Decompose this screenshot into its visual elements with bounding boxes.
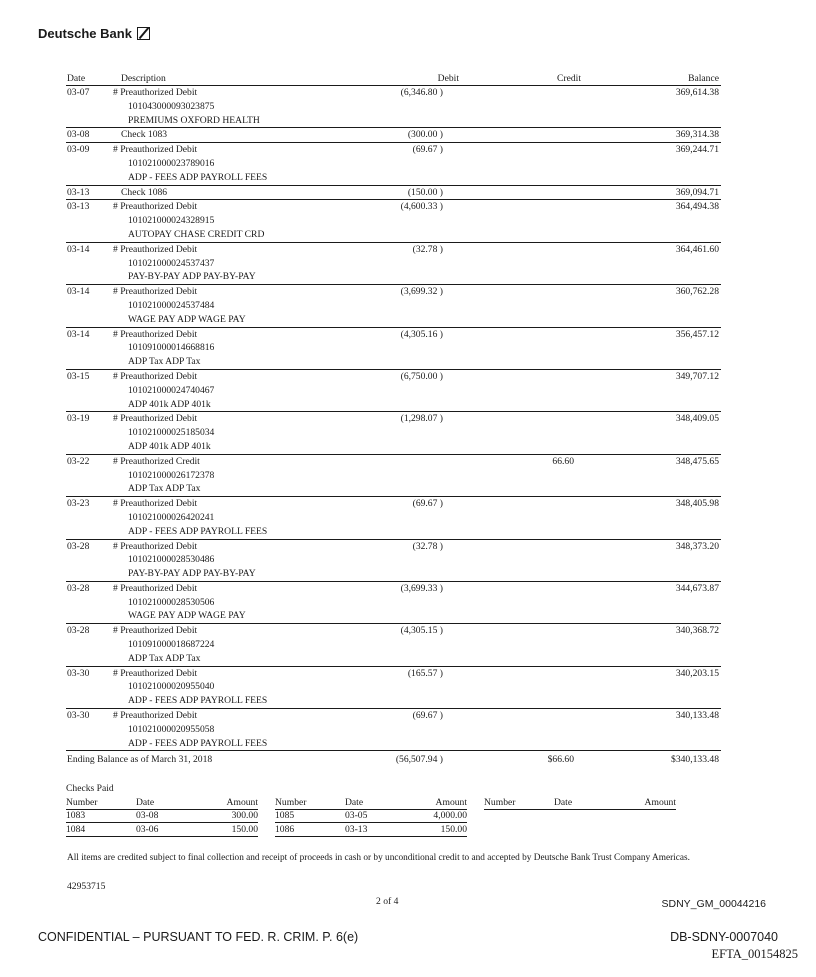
- transaction-detail-line: [66, 257, 721, 271]
- checks-header-amount: Amount: [644, 797, 676, 808]
- transaction-detail-line: [66, 355, 721, 369]
- checks-paid-title: Checks Paid: [66, 783, 114, 794]
- transaction-balance: 340,368.72: [675, 625, 719, 637]
- transaction-date: 03-15: [67, 370, 90, 382]
- transaction-description: # Preauthorized Debit: [113, 498, 198, 510]
- col-balance: Balance: [688, 73, 719, 84]
- transaction-row: [66, 200, 721, 242]
- check-number: 1083: [66, 810, 86, 821]
- transaction-row: [66, 186, 721, 201]
- transaction-row: [66, 243, 721, 285]
- ending-credit: $66.60: [547, 754, 574, 766]
- transaction-reference: 101021000026420241: [128, 511, 215, 523]
- transaction-main-line: [66, 412, 721, 426]
- ledger-header: [66, 73, 721, 86]
- transaction-debit: (300.00 ): [407, 129, 443, 141]
- transaction-detail-line: [66, 482, 721, 496]
- checks-group: [275, 797, 467, 837]
- transaction-main-line: [66, 582, 721, 596]
- transaction-reference: 101021000024537437: [128, 257, 215, 269]
- transaction-description: # Preauthorized Debit: [113, 625, 198, 637]
- transaction-detail-line: [66, 440, 721, 454]
- transaction-debit: (69.67 ): [412, 144, 443, 156]
- transaction-reference: 101021000023789016: [128, 157, 215, 169]
- transaction-balance: 344,673.87: [675, 582, 719, 594]
- transaction-payee: ADP 401k ADP 401k: [128, 398, 211, 410]
- col-description: Description: [121, 73, 166, 84]
- transaction-date: 03-07: [67, 87, 90, 98]
- check-row: [275, 824, 467, 837]
- checks-header-amount: Amount: [226, 797, 258, 808]
- transaction-main-line: [66, 624, 721, 638]
- transaction-balance: 369,314.38: [675, 129, 719, 141]
- transaction-description: # Preauthorized Debit: [113, 370, 198, 382]
- transaction-balance: 356,457.12: [675, 328, 719, 340]
- transaction-ledger: [66, 73, 721, 767]
- ending-balance-row: [66, 753, 721, 767]
- transaction-balance: 364,461.60: [675, 243, 719, 255]
- transaction-debit: (165.57 ): [407, 667, 443, 679]
- transaction-payee: PREMIUMS OXFORD HEALTH: [128, 114, 260, 126]
- transaction-balance: 369,094.71: [675, 186, 719, 198]
- transaction-date: 03-30: [67, 710, 90, 722]
- transaction-detail-line: [66, 426, 721, 440]
- transaction-description: # Preauthorized Debit: [113, 667, 198, 679]
- transaction-detail-line: [66, 469, 721, 483]
- transaction-detail-line: [66, 525, 721, 539]
- checks-header-number: Number: [275, 797, 307, 808]
- transaction-detail-line: [66, 609, 721, 623]
- transaction-debit: (4,600.33 ): [400, 201, 443, 213]
- transaction-detail-line: [66, 652, 721, 666]
- transaction-debit: (4,305.15 ): [400, 625, 443, 637]
- transaction-main-line: [66, 667, 721, 681]
- transaction-reference: 101021000025185034: [128, 427, 215, 439]
- transaction-balance: 360,762.28: [675, 286, 719, 298]
- transaction-date: 03-28: [67, 625, 90, 637]
- transaction-balance: 369,244.71: [675, 144, 719, 156]
- transaction-detail-line: [66, 299, 721, 313]
- check-amount: 150.00: [440, 824, 467, 835]
- transaction-detail-line: [66, 228, 721, 242]
- transaction-date: 03-14: [67, 286, 90, 298]
- checks-group: [484, 797, 676, 810]
- transaction-detail-line: [66, 398, 721, 412]
- transaction-balance: 349,707.12: [675, 370, 719, 382]
- transaction-debit: (69.67 ): [412, 710, 443, 722]
- transaction-balance: 348,475.65: [675, 455, 719, 467]
- transaction-reference: 101091000018687224: [128, 639, 215, 651]
- transaction-reference: 101021000020955040: [128, 681, 215, 693]
- transaction-detail-line: [66, 214, 721, 228]
- checks-header-number: Number: [66, 797, 98, 808]
- check-date: 03-06: [136, 824, 159, 835]
- transaction-detail-line: [66, 737, 721, 751]
- transaction-description: # Preauthorized Debit: [113, 201, 198, 213]
- col-credit: Credit: [557, 73, 581, 84]
- transaction-row: [66, 455, 721, 497]
- transaction-row: [66, 285, 721, 327]
- checks-header-row: [275, 797, 467, 810]
- transaction-date: 03-14: [67, 328, 90, 340]
- transaction-main-line: [66, 243, 721, 257]
- transaction-main-line: [66, 285, 721, 299]
- transaction-detail-line: [66, 694, 721, 708]
- transaction-row: [66, 582, 721, 624]
- transaction-row: [66, 709, 721, 751]
- transaction-row: [66, 497, 721, 539]
- checks-paid: [66, 783, 686, 839]
- transaction-detail-line: [66, 114, 721, 128]
- transaction-description: # Preauthorized Debit: [113, 582, 198, 594]
- checks-header-date: Date: [345, 797, 364, 808]
- transaction-payee: ADP - FEES ADP PAYROLL FEES: [128, 695, 268, 707]
- checks-header-number: Number: [484, 797, 516, 808]
- transaction-payee: WAGE PAY ADP WAGE PAY: [128, 610, 246, 622]
- transaction-reference: 101043000093023875: [128, 100, 215, 112]
- transaction-payee: ADP Tax ADP Tax: [128, 483, 201, 495]
- transaction-debit: (69.67 ): [412, 498, 443, 510]
- transaction-date: 03-08: [67, 129, 90, 141]
- transaction-detail-line: [66, 511, 721, 525]
- transaction-reference: 101021000024537484: [128, 299, 215, 311]
- transaction-description: # Preauthorized Debit: [113, 710, 198, 722]
- transaction-main-line: [66, 200, 721, 214]
- transaction-reference: 101021000020955058: [128, 723, 215, 735]
- transaction-main-line: [66, 497, 721, 511]
- transaction-description: # Preauthorized Debit: [113, 87, 198, 98]
- page-number: 2 of 4: [376, 896, 399, 907]
- ledger-rows: [66, 86, 721, 751]
- transaction-debit: (3,699.33 ): [400, 582, 443, 594]
- transaction-balance: 348,373.20: [675, 540, 719, 552]
- transaction-debit: (150.00 ): [407, 186, 443, 198]
- transaction-payee: ADP - FEES ADP PAYROLL FEES: [128, 171, 268, 183]
- transaction-detail-line: [66, 567, 721, 581]
- transaction-detail-line: [66, 100, 721, 114]
- transaction-balance: 340,133.48: [675, 710, 719, 722]
- transaction-main-line: [66, 370, 721, 384]
- transaction-main-line: [66, 455, 721, 469]
- transaction-date: 03-28: [67, 540, 90, 552]
- transaction-payee: ADP 401k ADP 401k: [128, 440, 211, 452]
- transaction-main-line: [66, 540, 721, 554]
- transaction-date: 03-23: [67, 498, 90, 510]
- transaction-main-line: [66, 143, 721, 157]
- transaction-reference: 101021000028530486: [128, 554, 215, 566]
- transaction-detail-line: [66, 596, 721, 610]
- account-reference: 42953715: [67, 881, 106, 892]
- transaction-row: [66, 540, 721, 582]
- confidential-notice: CONFIDENTIAL – PURSUANT TO FED. R. CRIM. P. 6(e): [38, 930, 359, 944]
- transaction-balance: 369,614.38: [675, 87, 719, 98]
- checks-paid-table: [66, 797, 686, 839]
- transaction-date: 03-19: [67, 413, 90, 425]
- transaction-row: [66, 86, 721, 128]
- check-amount: 4,000.00: [433, 810, 467, 821]
- sdny-bates-id: SDNY_GM_00044216: [661, 898, 766, 910]
- transaction-main-line: [66, 328, 721, 342]
- checks-group: [66, 797, 258, 837]
- transaction-row: [66, 328, 721, 370]
- transaction-row: [66, 667, 721, 709]
- transaction-balance: 340,203.15: [675, 667, 719, 679]
- deutsche-bank-slash-icon: [137, 27, 150, 40]
- transaction-row: [66, 128, 721, 143]
- transaction-description: # Preauthorized Credit: [113, 455, 200, 467]
- check-row: [275, 810, 467, 823]
- transaction-reference: 101021000024328915: [128, 215, 215, 227]
- transaction-detail-line: [66, 171, 721, 185]
- transaction-balance: 348,405.98: [675, 498, 719, 510]
- efta-id: EFTA_00154825: [711, 947, 798, 961]
- check-number: 1084: [66, 824, 86, 835]
- transaction-detail-line: [66, 638, 721, 652]
- transaction-main-line: [66, 186, 721, 200]
- ending-label: Ending Balance as of March 31, 2018: [67, 754, 213, 766]
- transaction-payee: ADP - FEES ADP PAYROLL FEES: [128, 737, 268, 749]
- transaction-debit: (32.78 ): [412, 243, 443, 255]
- transaction-description: # Preauthorized Debit: [113, 328, 198, 340]
- transaction-main-line: [66, 86, 721, 100]
- transaction-debit: (6,346.80 ): [400, 87, 443, 98]
- col-date: Date: [67, 73, 86, 84]
- db-bates-id: DB-SDNY-0007040: [670, 930, 778, 944]
- transaction-description: # Preauthorized Debit: [113, 144, 198, 156]
- transaction-reference: 101021000026172378: [128, 469, 215, 481]
- transaction-row: [66, 412, 721, 454]
- check-row: [66, 824, 258, 837]
- check-number: 1086: [275, 824, 295, 835]
- checks-header-row: [66, 797, 258, 810]
- checks-header-row: [484, 797, 676, 810]
- transaction-description: # Preauthorized Debit: [113, 540, 198, 552]
- bank-logo: [38, 26, 150, 41]
- disclaimer: All items are credited subject to final collection and receipt of proceeds in cash or by unconditional credit to and accepted by Deutsche Bank Trust Company Americas.: [67, 853, 690, 863]
- check-amount: 300.00: [231, 810, 258, 821]
- checks-header-amount: Amount: [435, 797, 467, 808]
- transaction-debit: (3,699.32 ): [400, 286, 443, 298]
- check-date: 03-13: [345, 824, 368, 835]
- check-date: 03-08: [136, 810, 159, 821]
- transaction-payee: PAY-BY-PAY ADP PAY-BY-PAY: [128, 271, 256, 283]
- transaction-payee: ADP Tax ADP Tax: [128, 356, 201, 368]
- transaction-date: 03-13: [67, 186, 90, 198]
- transaction-payee: ADP Tax ADP Tax: [128, 652, 201, 664]
- transaction-debit: (32.78 ): [412, 540, 443, 552]
- transaction-row: [66, 143, 721, 185]
- transaction-balance: 348,409.05: [675, 413, 719, 425]
- transaction-description: # Preauthorized Debit: [113, 413, 198, 425]
- checks-header-date: Date: [136, 797, 155, 808]
- transaction-reference: 101021000024740467: [128, 384, 215, 396]
- transaction-detail-line: [66, 680, 721, 694]
- transaction-date: 03-30: [67, 667, 90, 679]
- transaction-detail-line: [66, 313, 721, 327]
- transaction-detail-line: [66, 553, 721, 567]
- transaction-debit: (6,750.00 ): [400, 370, 443, 382]
- transaction-date: 03-28: [67, 582, 90, 594]
- check-number: 1085: [275, 810, 295, 821]
- col-debit: Debit: [437, 73, 459, 84]
- transaction-payee: ADP - FEES ADP PAYROLL FEES: [128, 525, 268, 537]
- transaction-main-line: [66, 709, 721, 723]
- transaction-description: # Preauthorized Debit: [113, 243, 198, 255]
- ending-balance: $340,133.48: [671, 754, 719, 766]
- transaction-date: 03-14: [67, 243, 90, 255]
- transaction-main-line: [66, 128, 721, 142]
- transaction-description: Check 1083: [121, 129, 168, 141]
- transaction-row: [66, 624, 721, 666]
- transaction-date: 03-09: [67, 144, 90, 156]
- transaction-date: 03-13: [67, 201, 90, 213]
- transaction-payee: PAY-BY-PAY ADP PAY-BY-PAY: [128, 568, 256, 580]
- check-row: [66, 810, 258, 823]
- transaction-date: 03-22: [67, 455, 90, 467]
- transaction-description: Check 1086: [121, 186, 168, 198]
- transaction-credit: 66.60: [552, 455, 574, 467]
- transaction-debit: (4,305.16 ): [400, 328, 443, 340]
- ending-debit: (56,507.94 ): [395, 754, 443, 766]
- transaction-reference: 101091000014668816: [128, 342, 215, 354]
- check-amount: 150.00: [231, 824, 258, 835]
- transaction-detail-line: [66, 384, 721, 398]
- transaction-balance: 364,494.38: [675, 201, 719, 213]
- transaction-row: [66, 370, 721, 412]
- check-date: 03-05: [345, 810, 368, 821]
- transaction-payee: WAGE PAY ADP WAGE PAY: [128, 313, 246, 325]
- transaction-payee: AUTOPAY CHASE CREDIT CRD: [128, 228, 265, 240]
- checks-header-date: Date: [554, 797, 573, 808]
- transaction-detail-line: [66, 723, 721, 737]
- transaction-reference: 101021000028530506: [128, 596, 215, 608]
- transaction-detail-line: [66, 157, 721, 171]
- transaction-debit: (1,298.07 ): [400, 413, 443, 425]
- transaction-description: # Preauthorized Debit: [113, 286, 198, 298]
- bank-name: Deutsche Bank: [38, 26, 132, 41]
- transaction-detail-line: [66, 270, 721, 284]
- transaction-detail-line: [66, 341, 721, 355]
